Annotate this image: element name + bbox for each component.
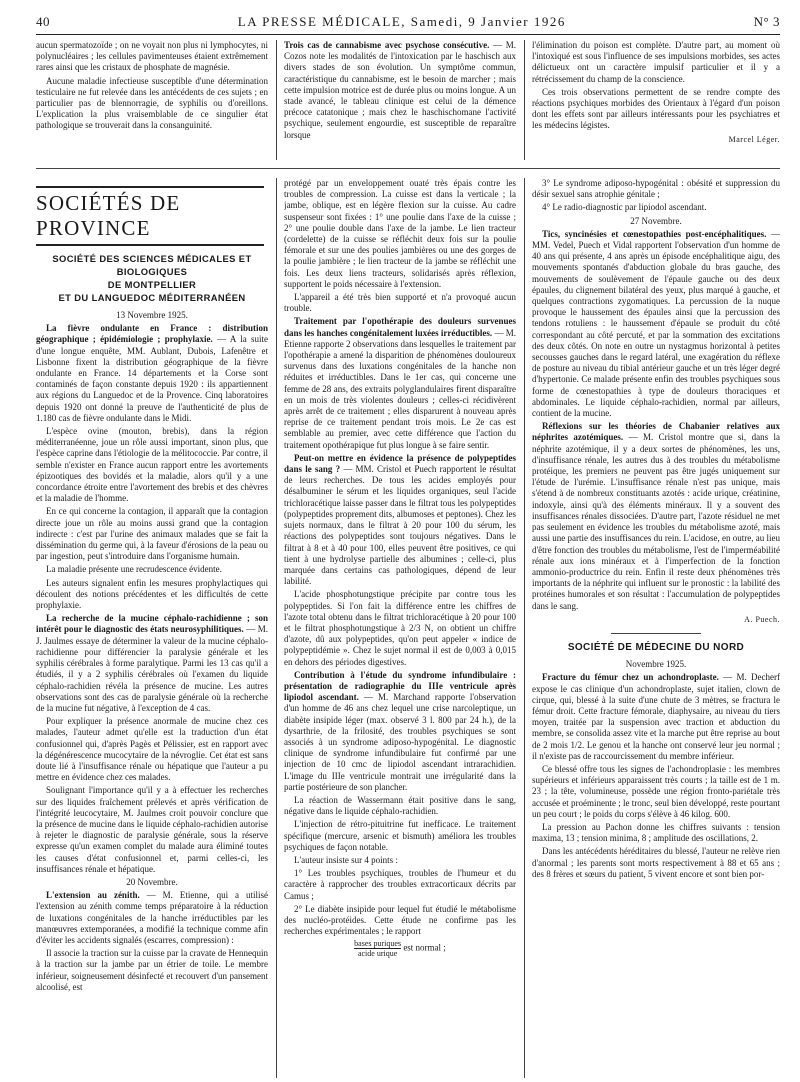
- fraction-denominator: acide urique: [357, 949, 398, 959]
- article-heading: La recherche de la mucine céphalo-rachidienne ; son intérêt pour le diagnostic des états neurosyphilitiques.: [36, 613, 268, 635]
- paragraph: [36, 890, 268, 946]
- section-banner: SOCIÉTÉS DE PROVINCE: [36, 186, 264, 246]
- paragraph: Pour expliquer la présence anormale de mucine chez ces malades, l'auteur admet qu'elle est la traduction d'un état confusionnel qui, d'après Pagès et Pélissier, est en rapport avec la dégénérescence mucocytaire de la névroglie. Cet état est sans doute lié à l'insuffisance rénale ou hépatique que l'auteur a pu mettre en évidence chez ces malades.: [36, 716, 268, 783]
- session-date: 13 Novembre 1925.: [116, 310, 188, 320]
- session-date: Novembre 1925.: [625, 659, 687, 670]
- section-rule: [36, 168, 780, 169]
- column-3: [532, 178, 780, 1080]
- section-rule: [611, 633, 701, 634]
- paragraph: Dans les antécédents héréditaires du blessé, l'auteur ne relève rien d'anormal ; les parents sont morts respectivement à 88 et 65 ans ; des 8 frères et sœurs du patient, 5 vivent encore et sont bien por-: [532, 846, 780, 879]
- paragraph: Les auteurs signalent enfin les mesures prophylactiques qui découlent des notions précédentes et les difficultés de cette prophylaxie.: [36, 577, 268, 611]
- header-rule: [36, 34, 780, 35]
- paragraph: Il associe la traction sur la cuisse par la cravate de Hennequin à la traction sur la jambe par un étrier de toile. Le membre inférieur, soigneusement désinfecté et recouvert d'un pansement alcoolisé, est: [36, 948, 268, 992]
- paragraph: [36, 613, 268, 714]
- paragraph: 2° Le diabète insipide pour lequel fut étudié le métabolisme des nucléo-protéides. Cette étude ne confirme pas les recherches expérimentales ; le rapport: [284, 903, 516, 937]
- top-column-2: [284, 40, 516, 162]
- issue-number: N° 3: [753, 14, 780, 29]
- paragraph: La pression au Pachon donne les chiffres suivants : tension maxima, 13 ; tension minima, 8 ; amplitude des oscillations, 2.: [532, 821, 780, 844]
- paragraph: L'injection de rétro-pituitrine fut inefficace. Le traitement spécifique (mercure, arsenic et bismuth) améliora les troubles psychiques de façon notable.: [284, 819, 516, 852]
- society-title: [36, 252, 268, 304]
- paragraph: l'élimination du poison est complète. D'autre part, au moment où l'intoxiqué est sous l'influence de ses impulsions morbides, ses actes délictueux ont un caractère impulsif particulier et il y a rétrécissement du champ de la conscience.: [532, 40, 780, 84]
- paragraph: L'auteur insiste sur 4 points :: [294, 854, 398, 865]
- article-text: — A la suite d'une longue enquête, MM. Aublant, Dubois, Lafenêtre et Lisbonne fixent la distribution géographique de la fièvre ondulante en France. 14 départements et la Corse sont contaminés de façon constante depuis 1920 : ils appartiennent aux régions du Languedoc et de la Provence. Cinq laboratoires depuis 1920 ont donné la preuve de l'authenticité de plus de 1.180 cas de fièvre ondulante dans le Midi.: [36, 334, 268, 423]
- ratio-formula: [284, 939, 516, 958]
- signature: A. Puech.: [744, 614, 780, 624]
- paragraph: aucun spermatozoïde ; on ne voyait non plus ni lymphocytes, ni polynucléaires ; les cellules pavimenteuses étaient extrêmement rares ainsi que les cristaux de phosphate de magnésie.: [36, 40, 268, 73]
- article-text: — M. Etienne, qui a utilisé l'extension au zénith comme temps préparatoire à la réduction de luxations congénitales de la hanche irréductibles par les manœuvres extemporanées, a modifié la technique comme afin d'éviter les accidents signalés (escarres, compression) :: [36, 890, 268, 945]
- article-heading: Peut-on mettre en évidence la présence de polypeptides dans le sang ?: [284, 452, 516, 475]
- paragraph: 3° Le syndrome adiposo-hypogénital : obésité et suppression du désir sexuel sans atrophie génitale ;: [532, 178, 780, 200]
- paragraph: Ce blessé offre tous les signes de l'achondroplasie : les membres supérieurs et inférieurs apparaissent très courts ; la taille est de 1 m. 23 ; la tête, volumineuse, possède une région fronto-pariétale très accusée et proéminente ; le tronc, seul bien développé, reste pourtant un peu court ; le poids du corps s'élève à 46 kilog. 600.: [532, 763, 780, 819]
- paragraph: [532, 421, 780, 611]
- article-text: — M. Cozos note les modalités de l'intoxication par le haschisch aux divers stades de son évolution. Un symptôme commun, caractéristique du cannabisme, est le besoin de marcher ; mais cette impulsion motrice est de durée plus ou moins longue. A un stade avancé, le tableau clinique est celui de la démence précoce catatonique ; mais chez le haschischomane l'activité psychique, seulement engourdie, est susceptible de reparaître lorsque: [284, 40, 516, 140]
- paragraph: [36, 323, 268, 424]
- paragraph: [284, 670, 516, 793]
- society-title: SOCIÉTÉ DE MÉDECINE DU NORD: [567, 641, 745, 653]
- paragraph: [532, 229, 780, 419]
- paragraph: L'acide phosphotungstique précipite par contre tous les polypeptides. Si l'on fait la différence entre les chiffres de l'azote total obtenu dans le filtrat trichloracétique à 20 pour 100 et le filtrat phosphotungstique à 2/3 N, on obtient un chiffre d'azote, dû aux polypeptides, qu'on peut appeler « indice de polypeptidémie ». Chez le sujet normal il est de 0,003 à 0,015 en dehors des périodes digestives.: [284, 589, 516, 667]
- article-text: — MM. Cristol et Puech rapportent le résultat de leurs recherches. De tous les acides employés pour désalbuminer le sérum et les liquides organiques, seul l'acide trichloracétique laisse passer dans le filtrat tous les polypeptides (polypeptides proprement dits, albumoses et peptones). Chez les sujets normaux, dans le filtrat à 20 pour 100 du sérum, les réactions des polypeptides sont toujours négatives. Dans le filtrat à 8 et à 40 pour 100, elles peuvent être positives, ce qui tient à une hydrolyse partielle des albumines ; celle-ci, plus marquée dans certains cas pathologiques, dépend de leur labilité.: [284, 464, 516, 587]
- top-column-1: [36, 40, 268, 162]
- article-heading: Trois cas de cannabisme avec psychose consécutive.: [284, 40, 490, 50]
- paragraph: En ce qui concerne la contagion, il apparaît que la contagion directe joue un rôle au moins aussi grand que la contagion indirecte : c'est par l'urine des animaux malades que se fait la dissémination du germe qui, à la faveur d'érosions de la peau ou par ingestion, peut s'introduire dans l'organisme humain.: [36, 506, 268, 562]
- column-2: [284, 178, 516, 1080]
- article-heading: Réflexions sur les théories de Chabanier relatives aux néphrites azotémiques.: [532, 421, 780, 443]
- top-column-3: [532, 40, 780, 162]
- column-1: [36, 252, 268, 1080]
- session-date: 20 Novembre.: [126, 876, 178, 887]
- paragraph: Soulignant l'importance qu'il y a à effectuer les recherches sur des liquides fraîchement prélevés et après vérification de l'intégrité leucocytaire, M. Jaulmes croit pouvoir conclure que la présence de mucine dans le liquide céphalo-rachidien autorise à rejeter le diagnostic de paralysie générale, sous la réserve expresse qu'un examen complet du malade aura éliminé toutes les causes d'état confusionnel et, parmi celles-ci, les insuffisances rénale et hépatique.: [36, 785, 268, 874]
- article-heading: L'extension au zénith.: [46, 890, 140, 901]
- paragraph: L'appareil a été très bien supporté et n'a provoqué aucun trouble.: [284, 292, 516, 314]
- article-text: — M. Decherf expose le cas clinique d'un achondroplaste, sujet italien, clown de cirque, qui, blessé à la suite d'une chute de 3 mètres, se fractura le fémur droit. Cette fracture fémorale, diaphysaire, au niveau du tiers moyen, traitée par la suspension avec traction et abduction du membre, se consolida assez vite et la marche put être reprise au bout de 2 mois 1/2. Le genou et la hanche ont conservé leur jeu normal ; il n'existe pas de raccourcissement du membre inférieur.: [532, 672, 780, 761]
- running-header: [36, 12, 780, 32]
- paragraph: [532, 672, 780, 762]
- column-divider: [524, 40, 525, 160]
- article-heading: Traitement par l'opothérapie des douleurs survenues dans les hanches congénitalement luxées irréductibles.: [284, 316, 516, 338]
- signature: Marcel Léger.: [728, 134, 780, 144]
- paragraph: [284, 316, 516, 450]
- article-heading: Fracture du fémur chez un achondroplaste.: [542, 672, 719, 683]
- article-heading: La fièvre ondulante en France : distribution géographique ; épidémiologie ; prophylaxie.: [36, 323, 268, 345]
- article-text: — M. Marchand rapporte l'observation d'un homme de 46 ans chez lequel une crise narcoleptique, un diabète insipide léger (max. observé 3 l. 800 par 24 h.), de la dysarthrie, de la frilosité, des troubles psychiques se sont associés à un syndrome adiposo-hypogénital. Le diagnostic clinique de syndrome infundibulaire fut confirmé par une injection de 10 cmc de lipiodol ascendant intrarachidien. L'image du IIIe ventricule montrait une irrégularité dans la partie postérieure de son plancher.: [284, 692, 516, 792]
- journal-title: LA PRESSE MÉDICALE, Samedi, 9 Janvier 1926: [237, 14, 566, 29]
- page-number: 40: [36, 14, 50, 29]
- fraction: [354, 939, 401, 958]
- article-text: — M. Etienne rapporte 2 observations dans lesquelles le traitement par l'opothérapie a amené la disparition de phénomènes douloureux survenus dans des luxations congénitales de la hanche non réduites et irréductibles. Dans le 1er cas, qui concerne une femme de 28 ans, des extraits polyglandulaires firent disparaître en un mois de très violentes douleurs ; celles-ci récidivèrent après arrêt de ce traitement ; elles disparurent à nouveau après reprise de ce traitement pendant trois mois. Le 2e cas est semblable au premier, avec cette différence que l'action du traitement opothérapique fut plus longue à se faire sentir.: [284, 327, 516, 450]
- journal-page: [36, 0, 780, 1082]
- paragraph: 4° Le radio-diagnostic par lipiodol ascendant.: [542, 202, 707, 213]
- paragraph: [284, 40, 516, 141]
- society-title-line: SOCIÉTÉ DES SCIENCES MÉDICALES ET BIOLOGIQUES: [52, 253, 252, 277]
- paragraph: L'espèce ovine (mouton, brebis), dans la région méditerranéenne, joue un rôle aussi important, sinon plus, que l'espèce caprine dans l'étiologie de la mélitococcie. Par contre, il semble n'exister en France aucun rapport entre les avortements épizootiques des bovidés et la maladie, alors qu'il y a une concordance étroite entre l'avortement des brebis et des chèvres et la maladie de l'homme.: [36, 426, 268, 504]
- column-divider: [524, 178, 525, 1078]
- fraction-tail: est normal ;: [403, 942, 446, 953]
- column-divider: [276, 40, 277, 160]
- paragraph: Aucune maladie infectieuse susceptible d'une détermination testiculaire ne fut relevée dans les antécédents de ces sujets ; en particulier pas de blennorragie, de syphilis ou d'oreillons. L'explication la plus vraisemblable de ce singulier état pathologique se trouverait dans la consanguinité.: [36, 75, 268, 131]
- paragraph: 1° Les troubles psychiques, troubles de l'humeur et du caractère à rapprocher des troubles extracorticaux décrits par Camus ;: [284, 868, 516, 901]
- article-heading: Tics, syncinésies et cœnestopathies post-encéphalitiques.: [542, 228, 767, 239]
- paragraph: La maladie présente une recrudescence évidente.: [46, 564, 222, 575]
- paragraph: [284, 453, 516, 587]
- paragraph: protégé par un enveloppement ouaté très épais contre les troubles de compression. La cuisse est dans la verticale ; la jambe, oblique, est en légère flexion sur la cuisse. Au cadre suspenseur sont fixées : 1° une poulie dans l'axe de la cuisse ; 2° une poulie double dans l'axe de la jambe. Le lien tracteur (cordelette) de la cuisse se réfléchit deux fois sur la poulie fémorale et sur une des poulies jambières ou une des gorges de la poulie jambière ; le lien tracteur de la jambe se réfléchit une fois. Les deux liens tracteurs, solidarisés après réflexion, supportent le poids nécessaire à l'extension.: [284, 178, 516, 289]
- paragraph: La réaction de Wassermann était positive dans le sang, négative dans le liquide céphalo-rachidien.: [284, 794, 516, 817]
- article-text: — M. Cristol montre que si, dans la néphrite azotémique, il y a deux sortes de phénomènes, les uns, d'insuffisance rénale, les autres dus à des troubles du métabolisme protéique, les premiers ne peuvent pas être jugés uniquement sur l'étude de l'urémie. L'insuffisance rénale n'est pas unique, mais s'étend à de nombreux constituants azotés : acide urique, créatinine, indoxyle, ainsi qu'à des éléments minéraux. Il y a souvent des insuffisances rénales dissociées. D'autre part, l'azote résiduel ne met pas seulement en évidence les troubles du métabolisme azoté, mais aussi une partie des insuffisances du rein. L'acidose, en outre, au lieu d'être fonction des troubles du métabolisme, l'est de l'imperméabilité rénale aux ions minéraux et à l'imperfection de la fonction ammonio-productrice du rein. Enfin il reste deux phénomènes très importants de la néphrite qui influent sur le pronostic : la labilité des protéines humorales et son résultat : l'accumulation de polypeptides dans le sang.: [532, 432, 780, 611]
- paragraph: Ces trois observations permettent de se rendre compte des réactions psychiques morbides des Orientaux à l'égard d'un poison dont les effets sont par ailleurs intéressants pour les psychiatres et les médecins légistes.: [532, 86, 780, 131]
- article-text: — MM. Vedel, Puech et Vidal rapportent l'observation d'un homme de 40 ans qui présente, 4 ans après un épisode encéphalitique aigu, des mouvements spontanés d'abduction globale du bras gauche, des mouvements de soulèvement de l'épaule gauche ou des deux épaules, du clignement bilatéral des yeux, plus marqué à gauche, et quelques contractions zygomatiques. La percussion de la nuque provoque le haussement des épaules ainsi que la percussion des tendons rotuliens : le haussement d'épaule se produit du côté correspondant au côté percuté, et par la sommation des excitations des deux côtés. On note en outre un nystagmus horizontal à petites secousses gauches dans le regard latéral, une exagération du réflexe de posture au niveau du tibial antérieur gauche et un très léger degré d'hypertonie. Ce malade présente enfin des troubles psychiques sous forme de cœnestopathies à type de douleurs thoraciques et abdominales. Le liquide céphalo-rachidien, normal par ailleurs, contient de la mucine.: [532, 228, 780, 419]
- article-heading: Contribution à l'étude du syndrome infundibulaire : présentation de radiographie du IIIe ventricule après lipiodol ascendant.: [284, 669, 516, 703]
- society-title-line: DE MONTPELLIER: [107, 279, 197, 290]
- session-date: 27 Novembre.: [630, 215, 682, 226]
- column-divider: [276, 178, 277, 1078]
- article-text: — M. J. Jaulmes essaye de déterminer la valeur de la mucine céphalo-rachidienne pour différencier la paralysie générale et les syphilis cérébrales à forme paralytique. Parmi les 13 cas qu'il a étudiés, il y a 2 syphilis cérébrales où l'examen du liquide céphalo-rachidien révéla la présence de mucine. Les autres observations sont des cas de paralysie générale où la recherche de la mucine fut négative, à l'exception de 4 cas.: [36, 624, 268, 713]
- society-title-line: ET DU LANGUEDOC MÉDITERRANÉEN: [58, 292, 246, 303]
- fraction-numerator: bases puriques: [354, 939, 402, 949]
